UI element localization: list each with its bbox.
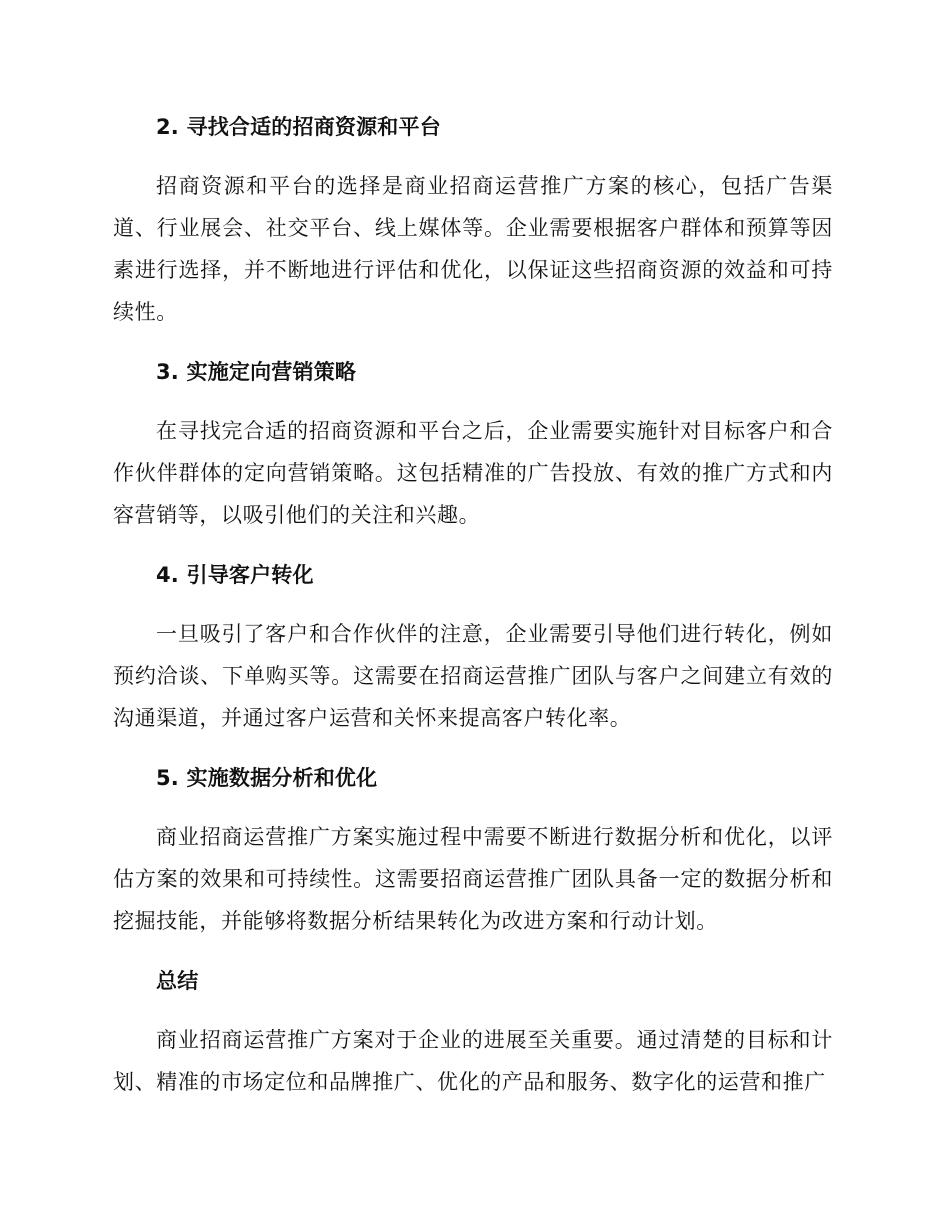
- section-heading-targeted-marketing: 3. 实施定向营销策略: [156, 360, 357, 384]
- section-body-resources: 招商资源和平台的选择是商业招商运营推广方案的核心，包括广告渠道、行业展会、社交平台、线上媒体等。企业需要根据客户群体和预算等因素进行选择，并不断地进行评估和优化，以保证这些招商资源的效益和可持续性。: [113, 174, 833, 324]
- section-heading-data-analysis: 5. 实施数据分析和优化: [156, 766, 378, 790]
- section-body-summary: 商业招商运营推广方案对于企业的进展至关重要。通过清楚的目标和计划、精准的市场定位和品牌推广、优化的产品和服务、数字化的运营和推广: [113, 1028, 833, 1094]
- document-content: [113, 108, 833, 1123]
- section-heading-summary: 总结: [156, 969, 199, 993]
- section-body-data-analysis: 商业招商运营推广方案实施过程中需要不断进行数据分析和优化，以评估方案的效果和可持续性。这需要招商运营推广团队具备一定的数据分析和挖掘技能，并能够将数据分析结果转化为改进方案和行动计划。: [113, 825, 833, 933]
- section-body-targeted-marketing: 在寻找完合适的招商资源和平台之后，企业需要实施针对目标客户和合作伙伴群体的定向营销策略。这包括精准的广告投放、有效的推广方式和内容营销等，以吸引他们的关注和兴趣。: [113, 419, 833, 527]
- section-heading-customer-conversion: 4. 引导客户转化: [156, 563, 314, 587]
- section-body-customer-conversion: 一旦吸引了客户和合作伙伴的注意，企业需要引导他们进行转化，例如预约洽谈、下单购买等。这需要在招商运营推广团队与客户之间建立有效的沟通渠道，并通过客户运营和关怀来提高客户转化率。: [113, 622, 833, 730]
- section-heading-resources: 2. 寻找合适的招商资源和平台: [156, 115, 441, 139]
